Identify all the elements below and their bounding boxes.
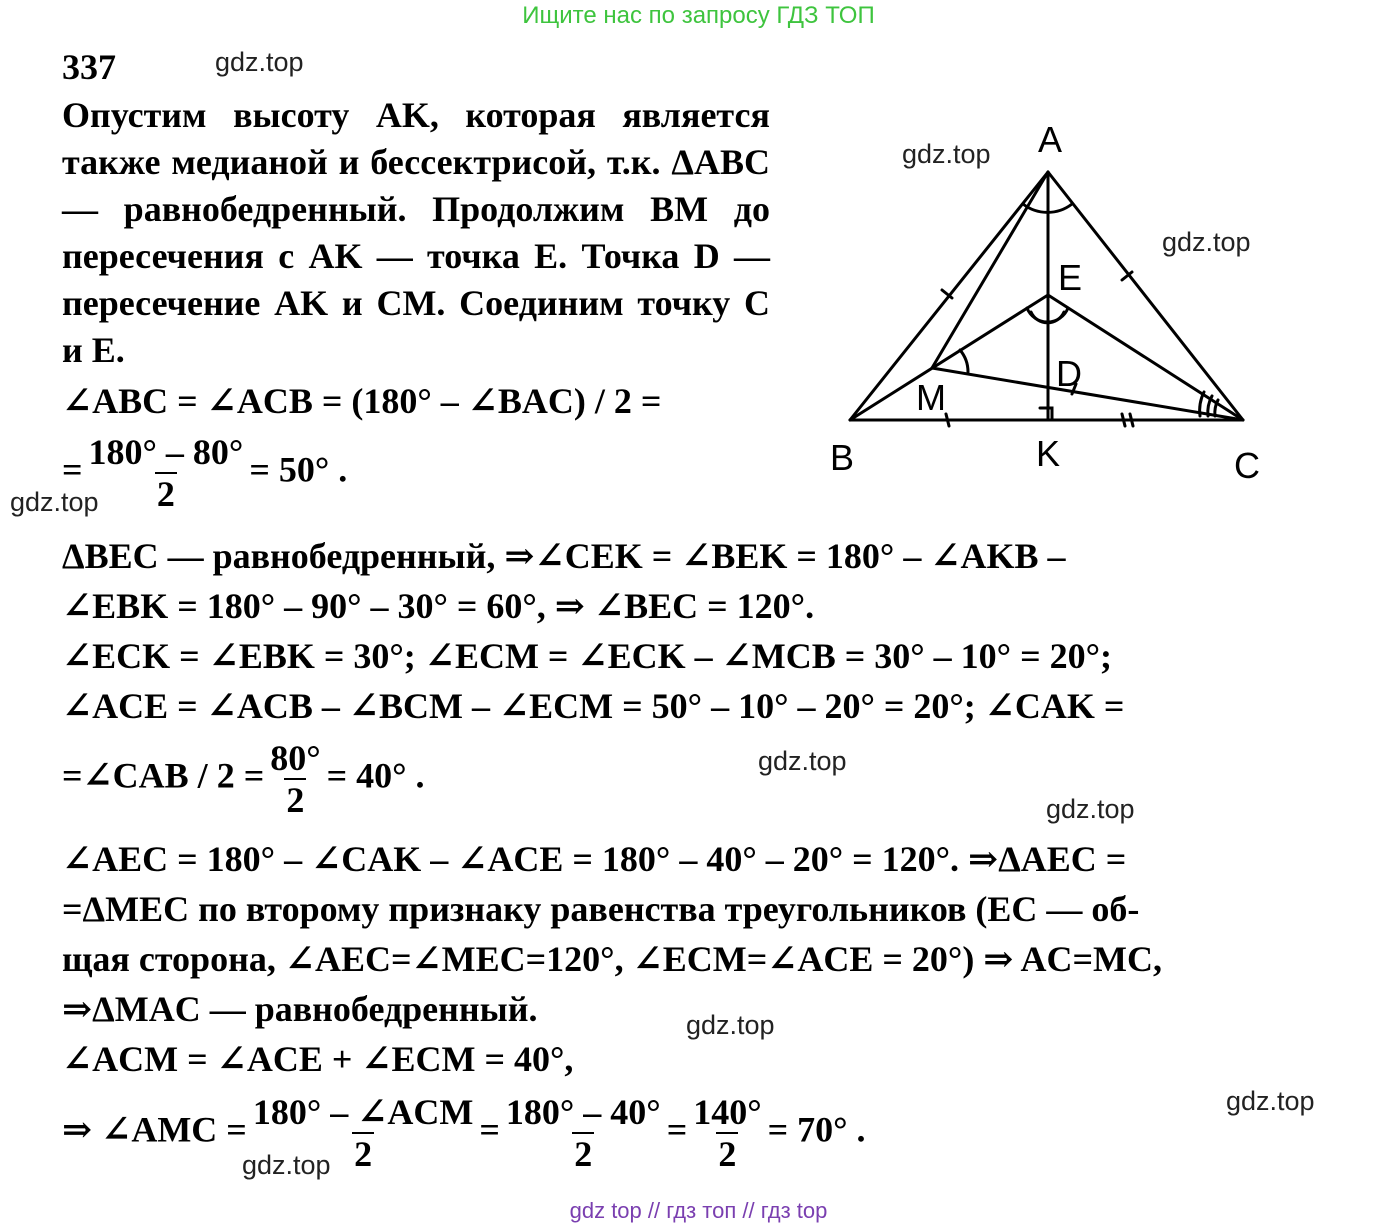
segment-am (932, 172, 1048, 368)
triangle-figure (820, 100, 1300, 500)
label-a: A (1038, 119, 1063, 160)
problem-number: 337 (62, 47, 116, 87)
label-c: C (1234, 445, 1260, 486)
eq-suffix: = 40° . (326, 755, 425, 796)
segment-be (850, 295, 1048, 420)
watermark: gdz.top (10, 487, 99, 517)
denominator: 2 (574, 1134, 593, 1174)
angle-arc-m (960, 350, 968, 372)
denominator: 2 (718, 1134, 737, 1174)
watermark: gdz.top (902, 139, 991, 169)
solution-line: ∠ACE = ∠ACB – ∠BCM – ∠ECM = 50° – 10° – 20° = 20°; ∠CAK = (62, 686, 1125, 726)
watermark: gdz.top (1162, 227, 1251, 257)
fraction (691, 1092, 763, 1174)
equation-abc-fraction (62, 432, 347, 514)
fraction (87, 432, 246, 514)
solution-line-fraction (62, 738, 425, 820)
watermark: gdz.top (242, 1150, 331, 1180)
watermark: gdz.top (686, 1010, 775, 1040)
denominator: 2 (156, 474, 175, 514)
numerator: 180° – 80° (88, 432, 244, 472)
denominator: 2 (354, 1134, 373, 1174)
label-e: E (1058, 257, 1083, 298)
tick-kc-2 (1130, 414, 1133, 426)
intro-paragraph: Опустим высоту AK, которая является также медианой и бессектрисой, т.к. ΔABC — равнобедренный. Продолжим BM до пересечения с AK — точка E. Точка D — пересечение AK и CM. Соединим точку C и E. (62, 95, 770, 370)
solution-line: ∠ACM = ∠ACE + ∠ECM = 40°, (62, 1039, 574, 1079)
label-k: K (1036, 433, 1061, 474)
label-b: B (830, 437, 855, 478)
watermark: gdz.top (1226, 1086, 1315, 1116)
equation-abc: ∠ABC = ∠ACB = (180° – ∠BAC) / 2 = (62, 381, 662, 421)
eq-prefix: =∠CAB / 2 = (62, 755, 265, 796)
fraction (251, 1092, 476, 1174)
solution-line: ∠EBK = 180° – 90° – 30° = 60°, ⇒ ∠BEC = 120°. (62, 586, 815, 626)
numerator: 80° (270, 738, 321, 778)
search-banner: Ищите нас по запросу ГДЗ ТОП (522, 2, 875, 29)
tick-bk (946, 414, 949, 426)
solution-line: ∠AEC = 180° – ∠CAK – ∠ACE = 180° – 40° – 20° = 120°. ⇒ΔAEC = (62, 839, 1127, 879)
right-angle-mark (1040, 408, 1052, 420)
label-d: D (1056, 353, 1082, 394)
eq-suffix: = 70° . (767, 1109, 866, 1150)
fraction (268, 738, 322, 820)
numerator: 180° – ∠ACM (252, 1092, 474, 1132)
numerator: 140° (693, 1092, 762, 1132)
solution-line: =ΔMEC по второму признаку равенства треугольников (EC — об- (62, 889, 1140, 929)
numerator: 180° – 40° (505, 1092, 661, 1132)
watermark: gdz.top (215, 47, 304, 77)
solution-line: щая сторона, ∠AEC=∠MEC=120°, ∠ECM=∠ACE = 20°) ⇒ AC=MC, (62, 939, 1162, 979)
footer-links[interactable]: gdz top // гдз топ // гдз top (569, 1198, 828, 1223)
solution-line: ⇒ΔMAC — равнобедренный. (62, 989, 538, 1029)
eq-suffix: = 50° . (249, 449, 348, 490)
watermark: gdz.top (1046, 794, 1135, 824)
segment-mc (932, 368, 1243, 420)
eq-prefix: ⇒ ∠AMC = (62, 1109, 247, 1150)
tick-kc-1 (1122, 414, 1125, 426)
denominator: 2 (286, 780, 305, 820)
label-m: M (916, 377, 946, 418)
solution-line: ∠ECK = ∠EBK = 30°; ∠ECM = ∠ECK – ∠MCB = 30° – 10° = 20°; (62, 636, 1112, 676)
final-equation: ⇒ ∠AMC = $\frac{\text{180° – ∠ACM}}{2}$ = $\frac{180^\circ - 40^\circ}{2}$ = $\frac{140^\circ}{2}$ = 70° . (62, 1092, 866, 1174)
fraction (504, 1092, 663, 1174)
angle-arc-c3 (1215, 400, 1218, 416)
solution-line: ΔBEC — равнобедренный, ⇒∠CEK = ∠BEK = 180° – ∠AKB – (62, 536, 1066, 576)
watermark: gdz.top (758, 746, 847, 776)
eq-prefix: = (62, 449, 83, 490)
